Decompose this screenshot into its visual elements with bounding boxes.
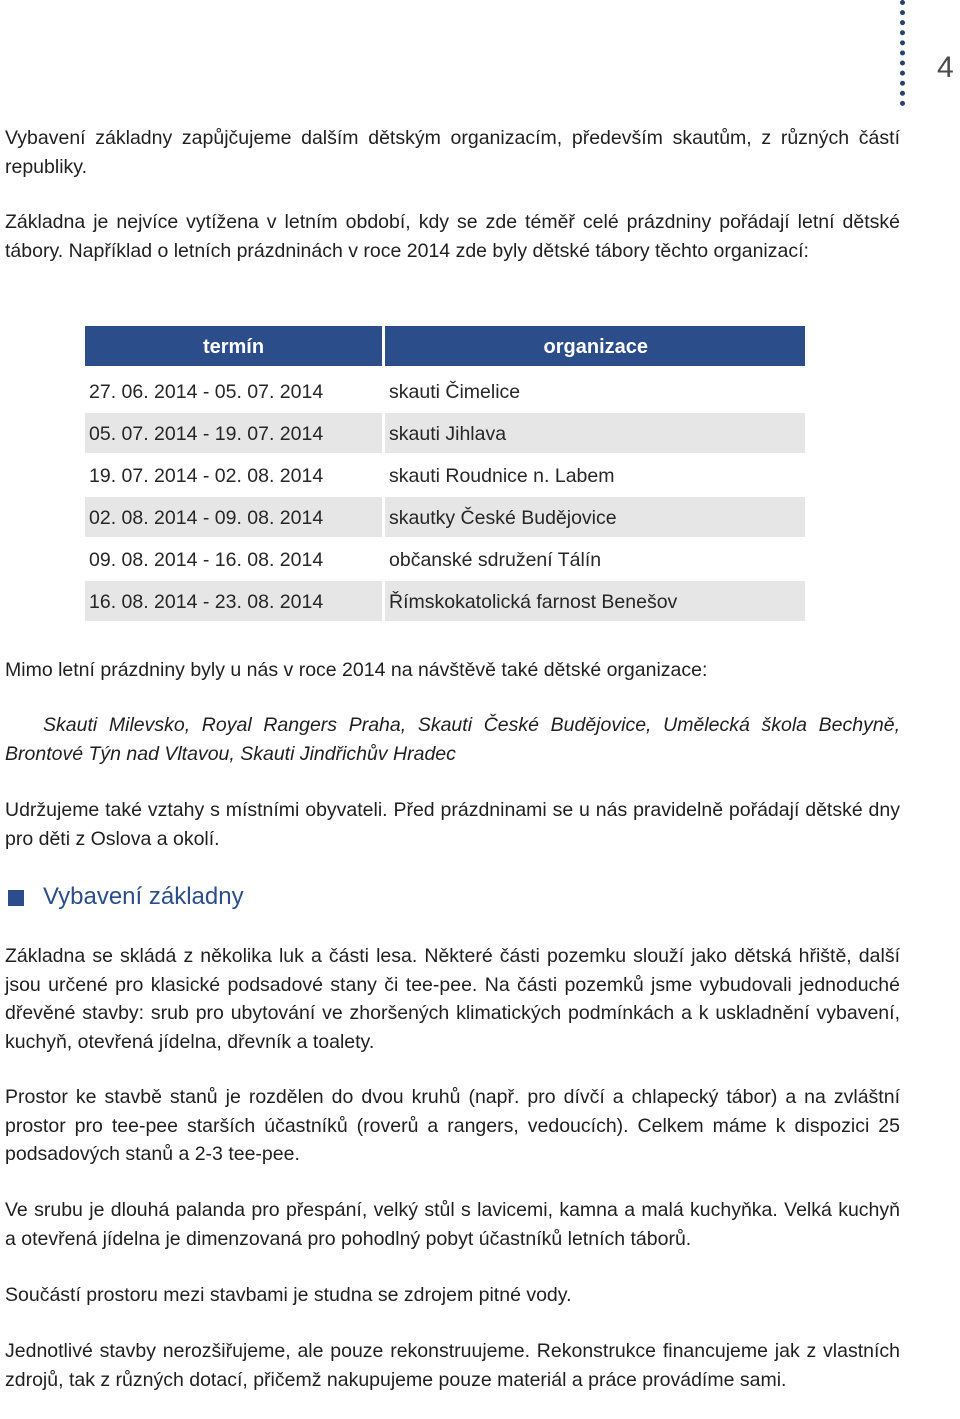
table-cell-term: 02. 08. 2014 - 09. 08. 2014 bbox=[85, 497, 382, 537]
table-row bbox=[85, 581, 805, 621]
section-heading bbox=[8, 880, 244, 914]
table-row bbox=[85, 455, 805, 495]
table-cell-term: 05. 07. 2014 - 19. 07. 2014 bbox=[85, 413, 382, 453]
table-header-term: termín bbox=[85, 326, 382, 366]
table-cell-organization: skauti Čimelice bbox=[389, 381, 521, 403]
table-cell-term: 19. 07. 2014 - 02. 08. 2014 bbox=[89, 465, 324, 487]
table-header-organization: organizace bbox=[385, 326, 805, 366]
paragraph-other-visitors: Mimo letní prázdniny byly u nás v roce 2014 na návštěvě také dětské organizace: bbox=[5, 659, 708, 681]
table-cell-term: 16. 08. 2014 - 23. 08. 2014 bbox=[85, 581, 382, 621]
table-cell-organization: skauti Jihlava bbox=[385, 413, 805, 453]
page-number: 4 bbox=[937, 51, 954, 84]
paragraph-equipment-lending: Vybavení základny zapůjčujeme dalším dětským organizacím, především skautům, z různých částí republiky. bbox=[5, 127, 900, 178]
paragraph-visitor-list: Skauti Milevsko, Royal Rangers Praha, Skauti České Budějovice, Umělecká škola Bechyně, Brontové Týn nad Vltavou, Skauti Jindřichův Hradec bbox=[5, 714, 900, 765]
paragraph-summer-usage: Základna je nejvíce vytížena v letním období, kdy se zde téměř celé prázdniny pořádají letní dětské tábory. Například o letních prázdninách v roce 2014 zde byly dětské tábory těchto organizací: bbox=[5, 211, 900, 262]
paragraph-site-layout: Základna se skládá z několika luk a části lesa. Některé části pozemku slouží jako dětská hřiště, další jsou určené pro klasické podsadové stany či tee-pee. Na části pozemků jsme vybudovali jednoduché dřevěné stavby: srub pro ubytování ve zhoršených klimatických podmínkách a k uskladnění vybavení, kuchyň, otevřená jídelna, dřevník a toalety. bbox=[5, 945, 900, 1053]
table-cell-organization: Římskokatolická farnost Benešov bbox=[385, 581, 805, 621]
table-cell-organization: skautky České Budějovice bbox=[385, 497, 805, 537]
table-cell-organization: občanské sdružení Tálín bbox=[389, 549, 602, 571]
table-row bbox=[85, 497, 805, 537]
paragraph-local-relations: Udržujeme také vztahy s místními obyvateli. Před prázdninami se u nás pravidelně pořádají dětské dny pro děti z Oslova a okolí. bbox=[5, 799, 900, 850]
section-heading-text: Vybavení základny bbox=[43, 883, 244, 910]
paragraph-tent-areas: Prostor ke stavbě stanů je rozdělen do dvou kruhů (např. pro dívčí a chlapecký tábor) a na zvláštní prostor pro tee-pee starších účastníků (roverů a rangers, vedoucích). Celkem máme k dispozici 25 podsadových stanů a 2-3 tee-pee. bbox=[5, 1086, 900, 1165]
paragraph-well: Součástí prostoru mezi stavbami je studna se zdrojem pitné vody. bbox=[5, 1284, 572, 1306]
table-row bbox=[85, 371, 805, 411]
table-row bbox=[85, 539, 805, 579]
table-cell-term: 09. 08. 2014 - 16. 08. 2014 bbox=[89, 549, 324, 571]
table-cell-term: 27. 06. 2014 - 05. 07. 2014 bbox=[89, 381, 324, 403]
paragraph-cabin: Ve srubu je dlouhá palanda pro přespání, velký stůl s lavicemi, kamna a malá kuchyňka. Velká kuchyň a otevřená jídelna je dimenzovaná pro pohodlný pobyt účastníků letních táborů. bbox=[5, 1199, 900, 1250]
table-row bbox=[85, 413, 805, 453]
table-cell-organization: skauti Roudnice n. Labem bbox=[389, 465, 615, 487]
paragraph-reconstruction: Jednotlivé stavby nerozšiřujeme, ale pouze rekonstruujeme. Rekonstrukce financujeme jak z vlastních zdrojů, tak z různých dotací, přičemž nakupujeme pouze materiál a práce provádíme sami. bbox=[5, 1340, 900, 1391]
dotted-margin-rule bbox=[900, 0, 905, 106]
square-bullet-icon bbox=[8, 890, 24, 906]
